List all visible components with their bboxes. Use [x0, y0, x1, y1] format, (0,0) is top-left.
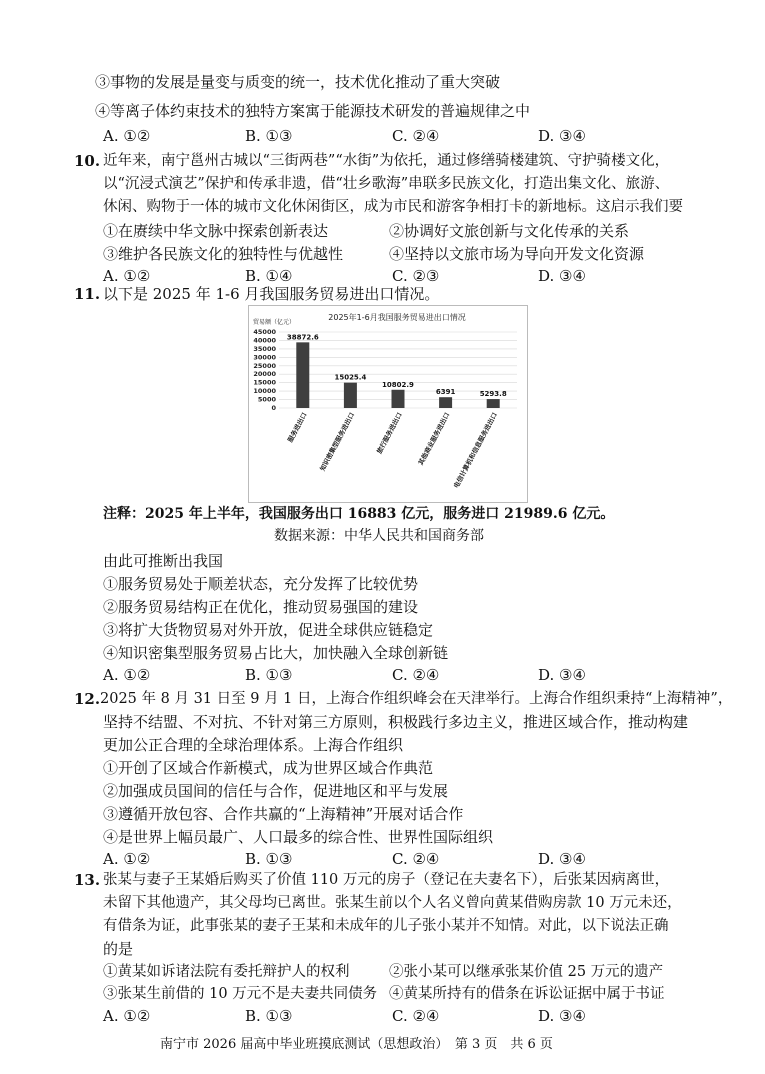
q13-option-c: C. ②④ — [392, 1007, 440, 1025]
chart-category-label: 知识密集型服务进出口 — [318, 411, 357, 473]
chart-y-tick-label: 45000 — [253, 328, 276, 336]
chart-category-labels — [285, 410, 499, 489]
chart-category-label: 电信计算机和信息服务进出口 — [452, 411, 499, 490]
chart-y-ticks — [253, 328, 276, 412]
q13-item-2: ②张小某可以继承张某价值 25 万元的遗产 — [389, 964, 664, 980]
chart-data-label: 6391 — [435, 388, 456, 397]
prev-option-d: D. ③④ — [538, 127, 586, 145]
prev-option-b: B. ①③ — [245, 127, 293, 145]
chart-title: 2025年1-6月我国服务贸易进出口情况 — [328, 313, 466, 322]
q12-option-a: A. ①② — [103, 850, 151, 868]
q12-item-4: ④是世界上幅员最广、人口最多的综合性、世界性国际组织 — [103, 828, 494, 846]
q12-stem-line-3: 更加公正合理的全球治理体系。上海合作组织 — [103, 736, 404, 754]
chart-y-tick-label: 25000 — [253, 361, 276, 370]
q12-option-d: D. ③④ — [538, 850, 586, 868]
prev-item-4: ④等离子体约束技术的独特方案寓于能源技术研发的普遍规律之中 — [95, 102, 531, 120]
q11-option-a: A. ①② — [103, 666, 151, 684]
q12-number: 12. — [74, 690, 101, 708]
chart-bar — [487, 399, 500, 408]
q12-stem-line-2: 坚持不结盟、不对抗、不针对第三方原则，积极践行多边主义，推进区域合作，推动构建 — [103, 713, 689, 731]
chart-y-tick-label: 5000 — [257, 395, 276, 404]
q13-item-3: ③张某生前借的 10 万元不是夫妻共同债务 — [103, 986, 378, 1002]
q10-item-2: ②协调好文旅创新与文化传承的关系 — [389, 222, 630, 240]
chart-canvas — [249, 306, 527, 502]
q12-option-c: C. ②④ — [392, 850, 440, 868]
q11-option-c: C. ②④ — [392, 666, 440, 684]
q11-number: 11. — [74, 285, 101, 303]
q11-source: 数据来源：中华人民共和国商务部 — [274, 528, 484, 544]
q12-item-2: ②加强成员国间的信任与合作，促进地区和平与发展 — [103, 782, 449, 800]
chart-y-tick-label: 10000 — [253, 387, 276, 396]
q10-stem-line-3: 休闲、购物于一体的城市文化休闲街区，成为市民和游客争相打卡的新地标。这启示我们要 — [103, 199, 683, 215]
q12-option-b: B. ①③ — [245, 850, 293, 868]
q13-stem-line-4: 的是 — [103, 940, 134, 958]
q11-lead: 由此可推断出我国 — [103, 552, 224, 570]
chart-data-label: 10802.9 — [382, 380, 414, 389]
q10-item-4: ④坚持以文旅市场为导向开发文化资源 — [389, 245, 645, 263]
q11-item-4: ④知识密集型服务贸易占比大，加快融入全球创新链 — [103, 644, 449, 662]
service-trade-chart — [248, 305, 528, 503]
q11-option-d: D. ③④ — [538, 666, 586, 684]
q13-option-a: A. ①② — [103, 1007, 151, 1025]
prev-option-c: C. ②④ — [392, 127, 440, 145]
q11-item-1: ①服务贸易处于顺差状态，充分发挥了比较优势 — [103, 575, 419, 593]
chart-y-tick-label: 20000 — [253, 370, 276, 379]
q13-number: 13. — [74, 871, 101, 889]
q13-stem-line-3: 有借条为证，此事张某的妻子王某和未成年的儿子张小某并不知情。对此，以下说法正确 — [103, 918, 669, 934]
page-footer: 南宁市 2026 届高中毕业班摸底测试（思想政治） 第 3 页 共 6 页 — [160, 1037, 553, 1052]
chart-data-label: 5293.8 — [479, 390, 507, 399]
chart-data-label: 38872.6 — [286, 333, 319, 342]
q10-option-c: C. ②③ — [392, 267, 440, 285]
chart-data-label: 15025.4 — [334, 373, 367, 382]
q11-stem: 以下是 2025 年 1-6 月我国服务贸易进出口情况。 — [103, 285, 440, 303]
q12-stem-line-1: 2025 年 8 月 31 日至 9 月 1 日，上海合作组织峰会在天津举行。上海合作组织秉持“上海精神”， — [100, 691, 733, 707]
chart-category-label: 其他商业服务进出口 — [416, 411, 452, 467]
chart-y-tick-label: 0 — [271, 404, 276, 412]
chart-y-axis-label: 贸易额（亿元） — [253, 319, 296, 326]
prev-option-a: A. ①② — [103, 127, 151, 145]
q12-item-3: ③遵循开放包容、合作共赢的“上海精神”开展对话合作 — [103, 805, 464, 823]
q11-item-3: ③将扩大货物贸易对外开放，促进全球供应链稳定 — [103, 621, 434, 639]
chart-y-tick-label: 30000 — [253, 353, 276, 362]
q10-option-d: D. ③④ — [538, 267, 586, 285]
q13-stem-line-1: 张某与妻子王某婚后购买了价值 110 万元的房子（登记在夫妻名下），后张某因病离世， — [103, 872, 670, 888]
chart-bars — [296, 342, 499, 408]
chart-bar — [296, 342, 309, 408]
q10-number: 10. — [74, 152, 101, 170]
q13-option-b: B. ①③ — [245, 1007, 293, 1025]
prev-item-3: ③事物的发展是量变与质变的统一，技术优化推动了重大突破 — [95, 73, 501, 91]
chart-y-tick-label: 40000 — [253, 336, 276, 345]
q12-item-1: ①开创了区域合作新模式，成为世界区域合作典范 — [103, 759, 434, 777]
q13-stem-line-2: 未留下其他遗产，其父母均已离世。张某生前以个人名义曾向黄某借购房款 10 万元未还， — [103, 895, 682, 911]
chart-category-label: 旅行服务进出口 — [375, 411, 404, 456]
chart-y-tick-label: 35000 — [253, 344, 276, 353]
chart-bar — [392, 390, 405, 408]
q11-note: 注释：2025 年上半年，我国服务出口 16883 亿元，服务进口 21989.6 亿元。 — [103, 506, 615, 522]
q10-option-b: B. ①④ — [245, 267, 293, 285]
chart-bar — [439, 397, 452, 408]
chart-y-tick-label: 15000 — [253, 378, 276, 387]
q11-option-b: B. ①③ — [245, 666, 293, 684]
q10-stem-line-2: 以“沉浸式演艺”保护和传承非遗，借“壮乡歌海”串联多民族文化，打造出集文化、旅游、 — [103, 176, 670, 192]
chart-category-label: 服务进出口 — [286, 411, 309, 444]
q13-item-4: ④黄某所持有的借条在诉讼证据中属于书证 — [389, 986, 665, 1002]
q13-item-1: ①黄某如诉诸法院有委托辩护人的权利 — [103, 964, 350, 980]
q10-item-3: ③维护各民族文化的独特性与优越性 — [103, 245, 344, 263]
q10-item-1: ①在赓续中华文脉中探索创新表达 — [103, 222, 329, 240]
q10-stem-line-1: 近年来，南宁邕州古城以“三街两巷”“水街”为依托，通过修缮骑楼建筑、守护骑楼文化， — [103, 153, 670, 169]
q13-option-d: D. ③④ — [538, 1007, 586, 1025]
chart-bar — [344, 383, 357, 408]
q10-option-a: A. ①② — [103, 267, 151, 285]
q11-item-2: ②服务贸易结构正在优化，推动贸易强国的建设 — [103, 598, 419, 616]
